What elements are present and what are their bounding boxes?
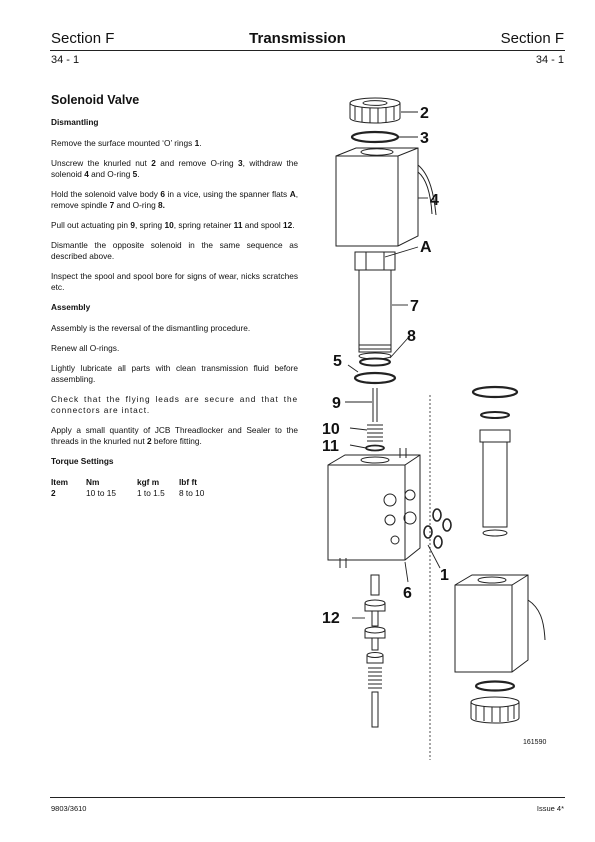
instruction-text: . [199,138,202,148]
instructions-column [51,117,298,498]
header-section-right: Section F [500,30,564,47]
torque-cell-nm: 10 to 15 [86,487,116,498]
torque-cell-lbfft: 8 to 10 [179,487,205,498]
part-reference: A [289,189,296,199]
footer-rule [50,797,565,798]
header-section-left: Section F [51,30,115,47]
torque-header-kgfm: kgf m [137,477,160,487]
table-row [51,488,204,499]
surface-o-rings [424,509,451,548]
part-reference: 7 [109,200,115,210]
o-ring-3 [352,132,398,142]
page-number-left: 34 - 1 [51,54,80,66]
opposite-solenoid-group [455,387,545,723]
torque-cell-kgfm: 1 to 1.5 [137,487,165,498]
torque-table [51,477,204,498]
part-reference: 12 [283,220,293,230]
knurled-nut-part [350,98,400,123]
header-rule [50,50,565,51]
instruction-paragraph [51,138,298,149]
figure-number: 161590 [523,739,547,746]
torque-header-nm: Nm [86,477,100,487]
callout-7: 7 [410,298,419,315]
part-reference: 10 [164,220,174,230]
footer-issue: Issue 4* [536,804,564,813]
instruction-text: Unscrew the knurled nut [51,158,152,168]
instruction-paragraph [51,363,298,385]
torque-cell-item: 2 [51,487,56,498]
callout-3: 3 [420,130,429,147]
actuating-pin-part [373,388,377,422]
instruction-text: Assembly is the reversal of the dismantling procedure. [51,323,251,333]
instruction-text: Hold the solenoid valve body [51,189,161,199]
instruction-text: , withdraw the solenoid [51,158,299,179]
page-number-right: 34 - 1 [535,54,564,66]
instruction-text: Lightly lubricate all parts with clean transmission fluid before assembling. [51,363,298,384]
instruction-text: Pull out actuating pin [51,220,131,230]
instruction-text: and spool [242,220,284,230]
instruction-paragraph [51,240,298,262]
callout-6: 6 [403,585,412,602]
part-reference: 1 [194,138,200,148]
instruction-text: before fitting. [151,436,202,446]
instruction-paragraph [51,425,298,447]
dismantling-steps [51,138,298,293]
dismantling-title: Dismantling [51,117,99,127]
callout-11: 11 [322,438,339,455]
spring-part [367,425,383,441]
instruction-text: Inspect the spool and spool bore for signs of wear, nicks scratches etc. [51,271,298,292]
part-reference: 2 [146,436,152,446]
instruction-text: Renew all O-rings. [51,343,120,353]
o-ring-5 [355,373,395,383]
instruction-text: and O-ring [114,200,159,210]
part-reference: 6 [160,189,165,199]
instruction-text: , spring retainer [173,220,234,230]
valve-body-part [328,448,420,568]
footer-document-code: 9803/3610 [51,804,87,813]
instruction-text: Remove the surface mounted ‘O’ rings [51,138,195,148]
solenoid-valve-exploded-diagram [300,90,570,760]
callout-4: 4 [430,192,439,209]
instruction-text: . [137,169,140,179]
callout-1: 1 [440,567,449,584]
instruction-paragraph [51,158,298,180]
callout-5: 5 [333,353,342,370]
solenoid-coil-part [336,148,436,246]
instruction-text: and remove O-ring [155,158,238,168]
spool-part [365,575,385,727]
spindle-part [355,252,395,359]
callout-10: 10 [322,421,340,438]
instruction-text: Dismantle the opposite solenoid in the same sequence as described above. [51,240,298,261]
part-reference: 11 [233,220,243,230]
instruction-text: , remove spindle [51,189,298,210]
section-heading: Solenoid Valve [51,93,140,107]
part-reference: 3 [238,158,243,168]
instruction-text: and O-ring [88,169,133,179]
instruction-paragraph [51,189,298,211]
part-reference: 8. [158,200,165,210]
instruction-text: , spring [134,220,165,230]
instruction-text: . [292,220,295,230]
spring-retainer-part [366,446,384,451]
part-reference: 5 [132,169,138,179]
callout-A: A [420,239,432,256]
torque-table-header [51,477,204,488]
instruction-text: Apply a small quantity of JCB Threadlocker and Sealer to the threads in the knurled nut [51,425,298,446]
instruction-text: in a vice, using the spanner flats [164,189,290,199]
instruction-text: Check that the flying leads are secure and that the connectors are intact. [51,394,298,415]
callout-8: 8 [407,328,416,345]
part-reference: 2 [151,158,156,168]
assembly-title: Assembly [51,302,91,312]
callout-9: 9 [332,395,341,412]
instruction-paragraph [51,220,298,231]
assembly-steps [51,323,298,447]
callout-12: 12 [322,610,340,627]
torque-title: Torque Settings [51,456,114,466]
instruction-paragraph [51,271,298,293]
part-reference: 9 [130,220,135,230]
instruction-paragraph [51,343,298,354]
instruction-paragraph [51,394,298,416]
callout-2: 2 [420,105,429,122]
part-reference: 4 [84,169,89,179]
torque-header-item: Item [51,477,69,487]
torque-header-lbfft: lbf ft [179,477,197,487]
instruction-paragraph [51,323,298,334]
page-title: Transmission [249,30,346,47]
